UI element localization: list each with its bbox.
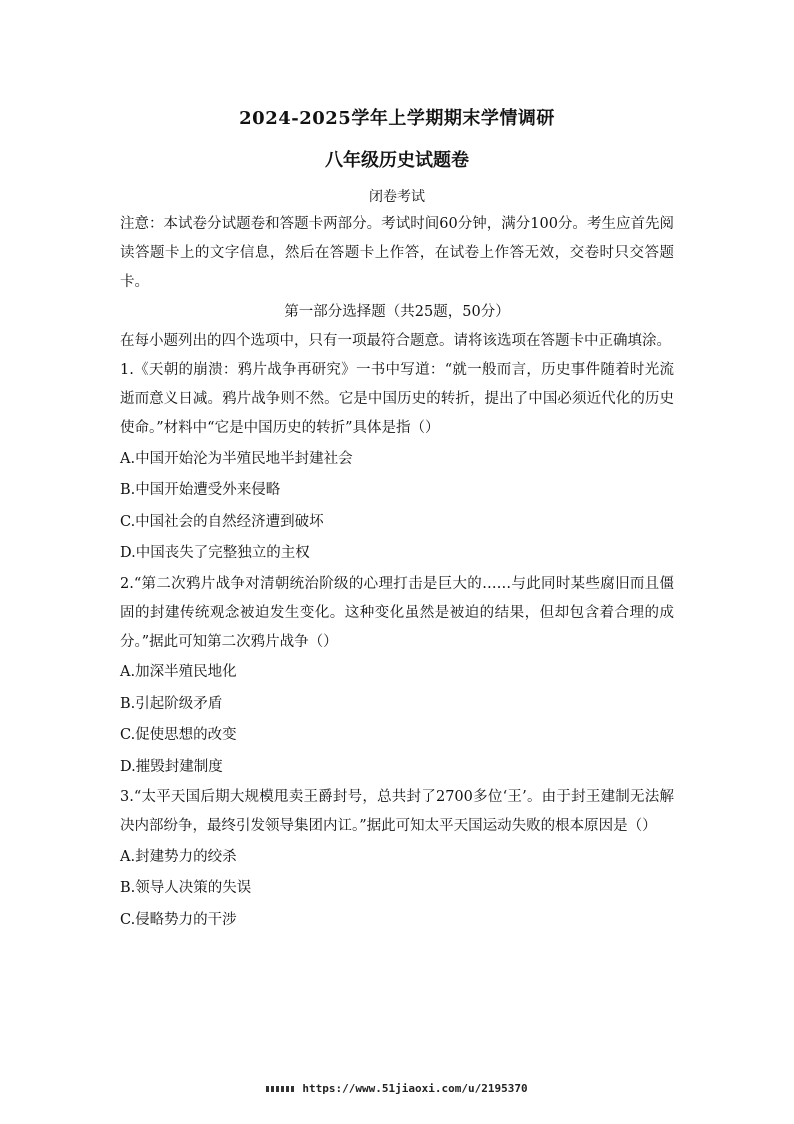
page-subtitle: 八年级历史试题卷 <box>325 150 469 171</box>
question-option: C.促使思想的改变 <box>120 727 237 744</box>
question-option: D.中国丧失了完整独立的主权 <box>120 545 310 562</box>
question-option: C.中国社会的自然经济遭到破坏 <box>120 513 324 530</box>
question-3 <box>120 783 674 936</box>
question-option: B.领导人决策的失误 <box>120 880 252 897</box>
watermark-logo-icon <box>266 1086 296 1092</box>
page-title: 2024-2025学年上学期期末学情调研 <box>239 108 555 129</box>
question-stem: 3.“太平天国后期大规模甩卖王爵封号，总共封了2700多位‘王’。由于封王建制无法解决内部纷争，最终引发领导集团内讧。”据此可知太平天国运动失败的根本原因是（） <box>120 789 674 835</box>
question-option: A.封建势力的绞杀 <box>120 848 237 865</box>
section-heading: 第一部分选择题（共25题，50分） <box>284 303 510 320</box>
question-option: B.中国开始遭受外来侵略 <box>120 482 281 499</box>
question-2 <box>120 570 674 784</box>
section-instruction: 在每小题列出的四个选项中，只有一项最符合题意。请将该选项在答题卡中正确填涂。 <box>120 332 671 349</box>
question-option: B.引起阶级矛盾 <box>120 695 223 712</box>
exam-type-label: 闭卷考试 <box>369 189 425 205</box>
exam-body <box>120 210 674 936</box>
question-1 <box>120 356 674 570</box>
footer-url[interactable]: https://www.51jiaoxi.com/u/2195370 <box>302 1082 528 1095</box>
question-option: A.加深半殖民地化 <box>120 664 237 681</box>
exam-notice: 注意：本试卷分试题卷和答题卡两部分。考试时间60分钟，满分100分。考生应首先阅读答题卡上的文字信息，然后在答题卡上作答，在试卷上作答无效，交卷时只交答题卡。 <box>120 216 674 291</box>
question-stem: 2.“第二次鸦片战争对清朝统治阶级的心理打击是巨大的……与此同时某些腐旧而且僵固的封建传统观念被迫发生变化。这种变化虽然是被迫的结果，但却包含着合理的成分。”据此可知第二次鸦片战争（） <box>120 575 674 651</box>
page-footer <box>0 1082 794 1095</box>
question-option: C.侵略势力的干涉 <box>120 911 237 928</box>
question-stem: 1.《天朝的崩溃：鸦片战争再研究》一书中写道：“就一般而言，历史事件随着时光流逝而意义日减。鸦片战争则不然。它是中国历史的转折，提出了中国必须近代化的历史使命。”材料中“它是中国历史的转折”具体是指（） <box>120 362 674 437</box>
question-option: D.摧毁封建制度 <box>120 758 223 775</box>
question-option: A.中国开始沦为半殖民地半封建社会 <box>120 450 353 467</box>
